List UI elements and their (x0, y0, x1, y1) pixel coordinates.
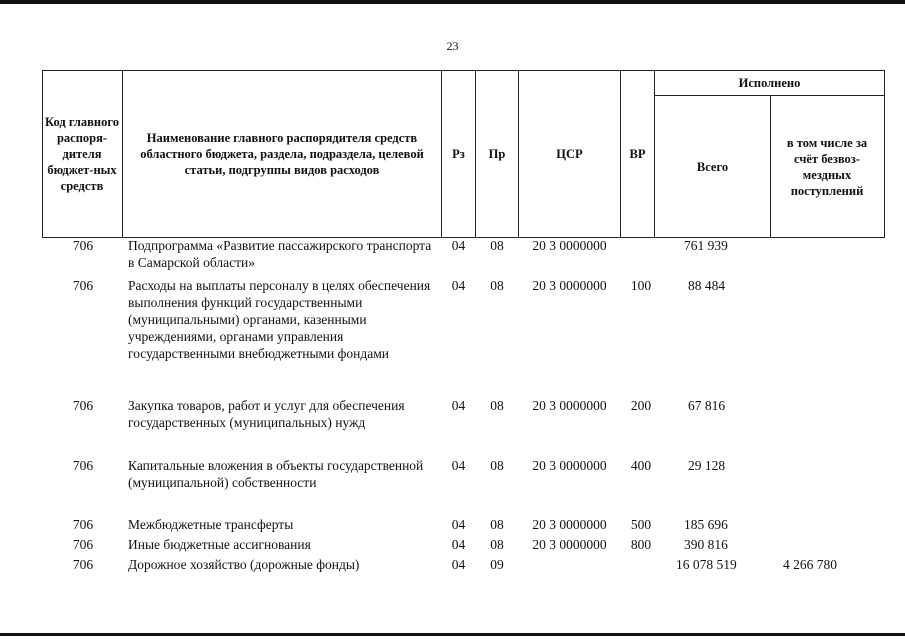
cell-code: 706 (72, 238, 94, 253)
cell-rz: 04 (451, 238, 466, 253)
cell-vr: 100 (630, 278, 652, 293)
cell-name: Иные бюджетные ассигнования (128, 537, 311, 552)
header-name: Наименование главного распорядителя средств областного бюджета, раздела, подраздела, целевой статьи, подгруппы видов расходов (140, 131, 424, 177)
cell-rz: 04 (451, 458, 466, 473)
cell-total: 67 816 (688, 398, 726, 413)
header-total: Всего (696, 159, 729, 174)
header-csr: ЦСР (556, 147, 583, 161)
cell-pr: 08 (490, 398, 504, 413)
cell-code: 706 (72, 557, 94, 572)
cell-csr: 20 3 0000000 (532, 398, 607, 413)
cell-csr: 20 3 0000000 (532, 458, 607, 473)
cell-total: 761 939 (684, 238, 728, 253)
page-number: 23 (446, 39, 459, 53)
cell-rz: 04 (451, 517, 466, 532)
cell-code: 706 (72, 398, 94, 413)
header-rz: Рз (452, 147, 465, 161)
cell-vr: 400 (630, 458, 652, 473)
header-pr: Пр (488, 147, 506, 161)
header-vr: ВР (629, 147, 646, 161)
cell-csr: 20 3 0000000 (532, 537, 607, 552)
cell-rz: 04 (451, 398, 466, 413)
cell-total: 390 816 (684, 537, 728, 552)
cell-pr: 08 (490, 278, 504, 293)
cell-rz: 04 (451, 557, 466, 572)
cell-name: Расходы на выплаты персоналу в целях обеспечения выполнения функций государственными (муниципальными) органами, казенными учреждениями, органами управления государственными внебюджетными фондами (128, 278, 431, 361)
cell-total: 185 696 (684, 517, 728, 532)
cell-csr: 20 3 0000000 (532, 517, 607, 532)
cell-name: Закупка товаров, работ и услуг для обеспечения государственных (муниципальных) нужд (128, 398, 405, 430)
cell-vr: 200 (630, 398, 652, 413)
cell-code: 706 (72, 517, 94, 532)
cell-pr: 08 (490, 537, 504, 552)
cell-pr: 08 (490, 458, 504, 473)
cell-name: Дорожное хозяйство (дорожные фонды) (128, 557, 360, 572)
header-executed: Исполнено (738, 76, 801, 90)
cell-name: Капитальные вложения в объекты государственной (муниципальной) собственности (128, 458, 424, 490)
cell-csr: 20 3 0000000 (532, 238, 607, 253)
cell-csr: 20 3 0000000 (532, 278, 607, 293)
cell-code: 706 (72, 537, 94, 552)
cell-free: 4 266 780 (783, 557, 837, 572)
cell-rz: 04 (451, 537, 466, 552)
cell-name: Подпрограмма «Развитие пассажирского транспорта в Самарской области» (128, 238, 432, 270)
cell-pr: 08 (490, 517, 504, 532)
cell-pr: 08 (490, 238, 504, 253)
cell-total: 29 128 (688, 458, 726, 473)
cell-total: 16 078 519 (676, 557, 737, 572)
cell-rz: 04 (451, 278, 466, 293)
cell-pr: 09 (490, 557, 504, 572)
cell-name: Межбюджетные трансферты (128, 517, 294, 532)
cell-code: 706 (72, 458, 94, 473)
cell-total: 88 484 (688, 278, 726, 293)
bottom-border-rule (0, 633, 905, 636)
header-code: Код главного распоря-дителя бюджет-ных средств (45, 115, 119, 193)
col-border (122, 70, 123, 238)
col-border (770, 95, 771, 238)
cell-vr: 800 (630, 537, 652, 552)
cell-vr: 500 (630, 517, 652, 532)
header-free-receipts: в том числе за счёт безвоз-мездных поступлений (786, 135, 868, 198)
col-border (884, 70, 885, 238)
cell-code: 706 (72, 278, 94, 293)
